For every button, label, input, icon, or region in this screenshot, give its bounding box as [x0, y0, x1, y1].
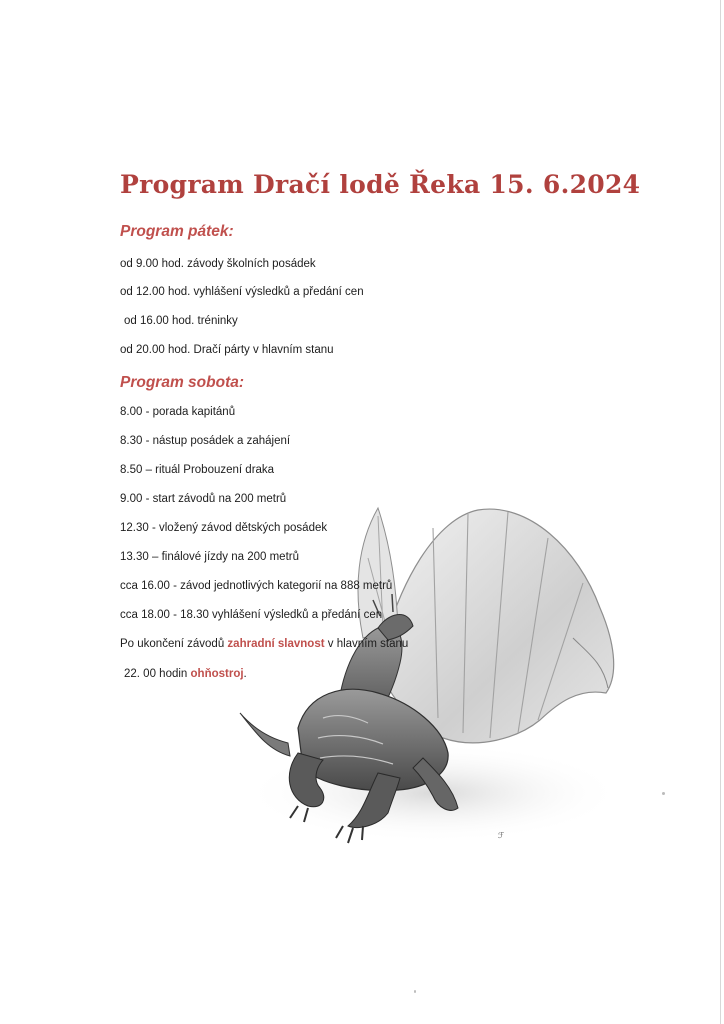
closing-highlight: zahradní slavnost: [227, 638, 325, 650]
dragon-illustration: [228, 488, 638, 858]
scan-speck: [662, 792, 665, 795]
closing-line: [120, 638, 408, 650]
fireworks-highlight: ohňostroj: [190, 668, 244, 680]
fireworks-suffix: .: [243, 668, 247, 680]
saturday-item: 9.00 - start závodů na 200 metrů: [120, 493, 287, 505]
fireworks-prefix: 22. 00 hodin: [124, 668, 191, 680]
closing-prefix: Po ukončení závodů: [120, 638, 228, 650]
page-title: Program Dračí lodě Řeka 15. 6.2024: [120, 170, 641, 199]
saturday-item: 13.30 – finálové jízdy na 200 metrů: [120, 551, 300, 563]
svg-text:ℱ: ℱ: [498, 831, 505, 840]
heading-friday: Program pátek:: [120, 223, 234, 240]
friday-item: od 16.00 hod. tréninky: [124, 315, 238, 327]
page-edge: [720, 0, 721, 1024]
saturday-item: 8.50 – rituál Probouzení draka: [120, 464, 275, 476]
closing-suffix: v hlavním stanu: [324, 638, 409, 650]
saturday-item: cca 16.00 - závod jednotlivých kategorií na 888 metrů: [120, 580, 393, 592]
heading-saturday: Program sobota:: [120, 374, 245, 391]
saturday-item: 12.30 - vložený závod dětských posádek: [120, 522, 328, 534]
saturday-item: 8.30 - nástup posádek a zahájení: [120, 435, 291, 447]
friday-item: od 20.00 hod. Dračí párty v hlavním stanu: [120, 344, 334, 356]
saturday-item: 8.00 - porada kapitánů: [120, 406, 236, 418]
scan-speck: [414, 990, 416, 993]
friday-item: od 12.00 hod. vyhlášení výsledků a předání cen: [120, 286, 364, 298]
friday-item: od 9.00 hod. závody školních posádek: [120, 258, 316, 270]
saturday-item: cca 18.00 - 18.30 vyhlášení výsledků a předání cen: [120, 609, 383, 621]
fireworks-line: [124, 668, 247, 680]
